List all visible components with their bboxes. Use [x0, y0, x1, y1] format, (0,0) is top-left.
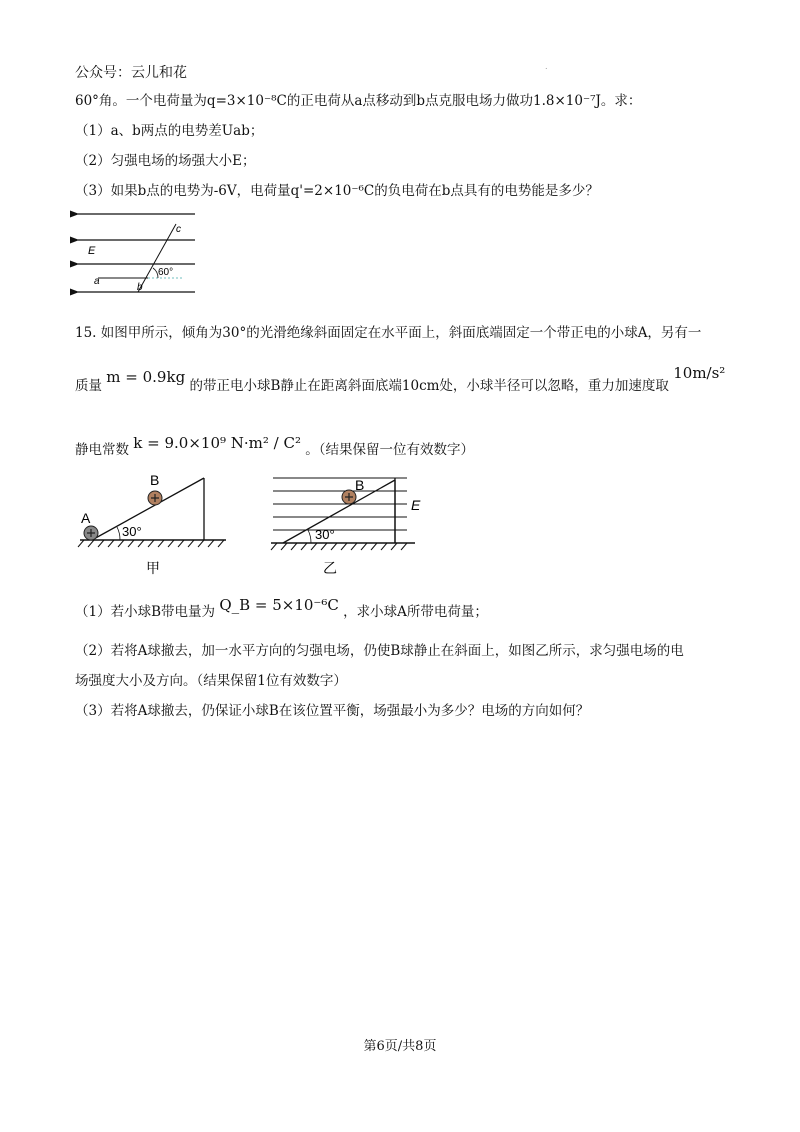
- incline: [92, 478, 204, 540]
- figure-jia: [74, 470, 234, 580]
- q15-stem1: 15. 如图甲所示，倾角为30°的光滑绝缘斜面固定在水平面上，斜面底端固定一个带正电的小球A，另有一: [75, 325, 702, 341]
- qb-formula: Q_B = 5×10⁻⁶C: [219, 596, 339, 614]
- figure-yi: [265, 470, 445, 580]
- label-E: E: [88, 245, 96, 257]
- k-formula: k = 9.0×10⁹ N·m² / C²: [133, 434, 301, 452]
- label-B: B: [355, 477, 365, 493]
- ground-hatch: [271, 543, 407, 550]
- q15-stem3: [75, 434, 475, 459]
- label-30: 30°: [122, 524, 142, 539]
- label-E: E: [411, 497, 421, 513]
- mass-formula: m = 0.9kg: [106, 368, 186, 386]
- q15-stem3-post: 。（结果保留一位有效数字）: [305, 442, 475, 458]
- q15-p3: （3）若将A球撤去，仍保证小球B在该位置平衡，场强最小为多少？电场的方向如何？: [75, 703, 590, 719]
- angle-arc: [308, 530, 311, 543]
- label-A: A: [81, 510, 91, 526]
- q15-stem2: [75, 364, 726, 395]
- q15-stem2-mid: 的带正电小球B静止在距离斜面底端10cm处，小球半径可以忽略，重力加速度取: [189, 378, 669, 394]
- incline: [283, 480, 395, 543]
- account-header: 公众号：云儿和花: [75, 65, 187, 81]
- ground-hatch: [78, 540, 224, 547]
- caption-yi: 乙: [323, 560, 337, 576]
- label-a: a: [94, 276, 100, 287]
- q15-p1-pre: （1）若小球B带电量为: [75, 604, 216, 620]
- q14-s2: （2）匀强电场的场强大小E；: [75, 153, 256, 169]
- q15-stem2-pre: 质量: [75, 378, 102, 394]
- label-c: c: [176, 224, 181, 235]
- page-dot: .: [545, 62, 548, 71]
- segment-bc: [138, 224, 176, 292]
- q14-cont: 60°角。一个电荷量为q=3×10⁻⁸C的正电荷从a点移动到b点克服电场力做功1.8×10⁻⁷J。求：: [75, 93, 642, 109]
- g-formula: 10m/s²: [673, 364, 726, 382]
- field-lines: [273, 478, 407, 530]
- q15-p1: [75, 596, 488, 621]
- q14-s3: （3）如果b点的电势为-6V，电荷量q'=2×10⁻⁶C的负电荷在b点具有的电势能是多少？: [75, 183, 599, 199]
- label-30: 30°: [315, 527, 335, 542]
- label-B: B: [150, 472, 160, 488]
- caption-jia: 甲: [146, 560, 160, 576]
- q15-p1-post: ，求小球A所带电荷量；: [343, 604, 488, 620]
- page-footer: 第6页/共8页: [363, 1039, 437, 1054]
- label-b: b: [137, 282, 143, 293]
- q14-s1: （1）a、b两点的电势差Uab；: [75, 123, 264, 139]
- label-60: 60°: [158, 267, 174, 278]
- q15-stem3-pre: 静电常数: [75, 442, 129, 458]
- q15-p2b: 场强度大小及方向。（结果保留1位有效数字）: [75, 673, 347, 689]
- angle-arc: [117, 527, 120, 540]
- q15-p2a: （2）若将A球撤去，加一水平方向的匀强电场，仍使B球静止在斜面上，如图乙所示，求匀强电场的电: [75, 643, 684, 659]
- q14-field-figure: [70, 206, 200, 296]
